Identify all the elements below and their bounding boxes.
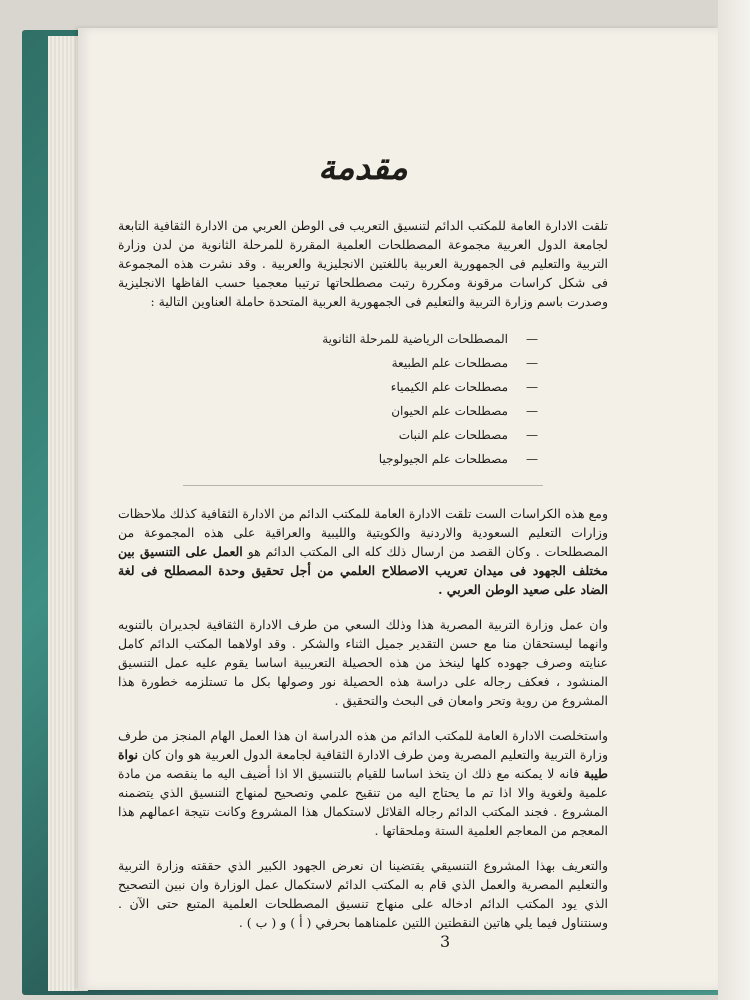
list-item-label: مصطلحات علم الحيوان (391, 404, 508, 418)
dash-icon: — (526, 452, 538, 466)
dash-icon: — (526, 428, 538, 442)
paragraph-bold-text: العمل على التنسيق بين مختلف الجهود فى ميدان تعريب الاصطلاح العلمي من أجل تحقيق وحدة المصطلح فى لغة الضاد على صعيد الوطن العربي . (118, 544, 608, 597)
divider (183, 485, 543, 486)
list-item-label: المصطلحات الرياضية للمرحلة الثانوية (322, 332, 508, 346)
paragraph-coordination (118, 504, 608, 599)
list-item-label: مصطلحات علم الكيمياء (390, 380, 508, 394)
list-item (118, 351, 538, 375)
paragraph-appreciation: وان عمل وزارة التربية المصرية هذا وذلك السعي من طرف الادارة الثقافية لجديران بالتنويه وانهما ليستحقان منا مع حسن التقدير جميل الثناء والشكر . وقد اولاهما المكتب الدائم كامل عنايته وصرف جهوده كلها لينخذ من هذه الحصيلة التعريبية اساسا يقوم عليه عمل التنسيق المنشود ، فعكف رجاله على دراسة هذه الحصيلة نور وصولها بكل ما تستلزمه خطورة هذا المشروع من روية وتحر وامعان فى البحث والتحقيق . (118, 617, 608, 708)
paragraph-bold-text: نواة طيبة (118, 747, 608, 781)
list-item-label: مصطلحات علم الطبيعة (391, 356, 508, 370)
dash-icon: — (526, 332, 538, 346)
paragraph-outline: والتعريف بهذا المشروع التنسيقي يقتضينا ان نعرض الجهود الكبير الذي حققته وزارة التربية والتعليم المصرية والعمل الذي قام به المكتب الدائم لاستكمال عمل الوزارة وان نبين التصحيح الذي يود المكتب الدائم ادخاله على منهاج تنسيق المصطلحات العلمية المتبع حتى الآن . وسنتناول فيما يلي هاتين النقطتين اللتين علمناهما بحرفي ( أ ) و ( ب ) . (118, 858, 608, 930)
list-item-label: مصطلحات علم الجيولوجيا (378, 452, 508, 466)
paragraph-text: ومع هذه الكراسات الست تلقت الادارة العامة للمكتب الدائم من الادارة الثقافية كذلك ملاحظات وزارات التعليم السعودية والاردنية والكويتية والليبية والعراقية على هذه المجموعة من المصطلحات . وكان القصد من ارسال ذلك كله الى المكتب الدائم هو (118, 506, 608, 559)
list-item (118, 399, 538, 423)
paragraph-text: فانه لا يمكنه مع ذلك ان يتخذ اساسا للقيام بالتنسيق الا اذا أضيف اليه ما ينقصه من مادة علمية ولغوية والا اذا تم ما يحتاج اليه من تنقيح علمي وتصحيح لمنهاج التنسيق الذي يتضمنه المشروع . فجند المكتب الدائم رجاله القلائل لاستكمال هذا المشروع وكانت نتيجة اعمالهم هذا المعجم من المعاجم العلمية الستة وملحقاتها . (118, 766, 608, 838)
list-item (118, 447, 538, 471)
list-item-label: مصطلحات علم النبات (398, 428, 508, 442)
terms-list (118, 327, 608, 471)
list-item (118, 423, 538, 447)
page-content (118, 60, 608, 948)
dash-icon: — (526, 356, 538, 370)
page-number: 3 (440, 932, 451, 951)
page-title: مقدمة (318, 148, 408, 188)
paragraph-conclusion (118, 726, 608, 840)
background-right (718, 0, 750, 1000)
list-item (118, 375, 538, 399)
paragraph-intro: تلقت الادارة العامة للمكتب الدائم لتنسيق التعريب فى الوطن العربي من الادارة الثقافية التابعة لجامعة الدول العربية مجموعة المصطلحات العلمية المقررة للمرحلة الثانوية من لدن وزارة التربية والتعليم فى الجمهورية العربية باللغتين الانجليزية والعربية . وقد نشرت هذه المجموعة فى شكل كراسات مرقونة ومكررة رتبت مصطلحاتها ترتيبا معجميا حسب الفاظها الانجليزية وصدرت باسم وزارة التربية والتعليم فى الجمهورية العربية المتحدة حاملة العناوين التالية : (118, 218, 608, 309)
paragraph-text: واستخلصت الادارة العامة للمكتب الدائم من هذه الدراسة ان هذا العمل الهام المنجز من طرف وزارة التربية والتعليم المصرية ومن طرف الادارة الثقافية لجامعة الدول العربية هو وان كان (118, 728, 608, 762)
dash-icon: — (526, 380, 538, 394)
list-item (118, 327, 538, 351)
dash-icon: — (526, 404, 538, 418)
